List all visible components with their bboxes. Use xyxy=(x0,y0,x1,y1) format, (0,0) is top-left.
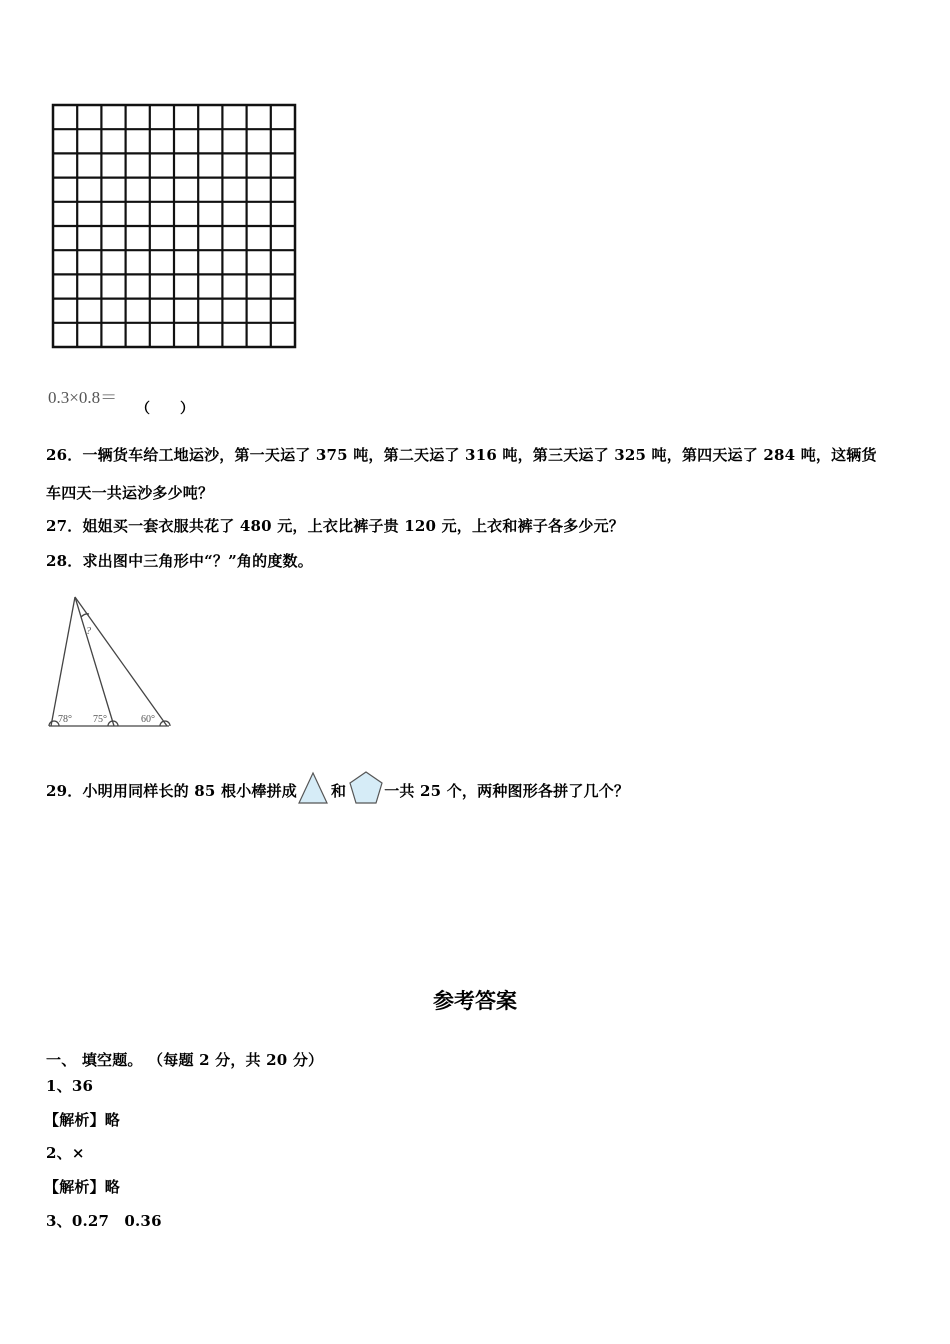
answer-blank-parentheses: （ ） xyxy=(136,401,202,417)
answer-key-title: 参考答案 xyxy=(433,988,517,1013)
angle-78-label: 78° xyxy=(58,714,72,725)
triangle-angles-diagram xyxy=(45,592,175,732)
hundred-grid-image xyxy=(50,102,298,350)
answer-item-3: 3、0.27 0.36 xyxy=(46,1212,162,1230)
answer-section-1-heading: 一、 填空题。 （每题 2 分，共 20 分） xyxy=(46,1051,324,1069)
angle-60-label: 60° xyxy=(141,714,155,725)
unknown-angle-label: ? xyxy=(86,626,91,637)
triangle-shape-icon xyxy=(297,771,329,809)
answer-item-1: 1、36 xyxy=(46,1077,94,1095)
question-27: 27．姐姐买一套衣服共花了 480 元，上衣比裤子贵 120 元，上衣和裤子各多少元？ xyxy=(46,517,624,535)
q25-answer-blank xyxy=(136,398,202,418)
answer-item-2: 2、× xyxy=(46,1144,85,1162)
question-26-line2: 车四天一共运沙多少吨？ xyxy=(46,484,214,502)
q25-expression: 0.3×0.8＝ xyxy=(48,388,118,407)
angle-75-label: 75° xyxy=(93,714,107,725)
question-29-part2: 和 xyxy=(331,781,347,800)
answer-analysis-2: 【解析】略 xyxy=(44,1178,121,1196)
answer-analysis-1: 【解析】略 xyxy=(44,1111,121,1129)
question-26-line1: 26．一辆货车给工地运沙，第一天运了 375 吨，第二天运了 316 吨，第三天运了 325 吨，第四天运了 284 吨，这辆货 xyxy=(46,446,877,464)
question-28: 28．求出图中三角形中“？”角的度数。 xyxy=(46,552,313,570)
q25-expression-row xyxy=(48,383,117,408)
question-29-part3: 一共 25 个，两种图形各拼了几个？ xyxy=(384,781,630,800)
pentagon-shape-icon xyxy=(348,770,384,810)
question-29-part1: 29．小明用同样长的 85 根小棒拼成 xyxy=(46,781,297,800)
triangle-figure xyxy=(45,592,175,732)
grid-figure xyxy=(50,102,298,350)
question-29 xyxy=(46,770,629,810)
